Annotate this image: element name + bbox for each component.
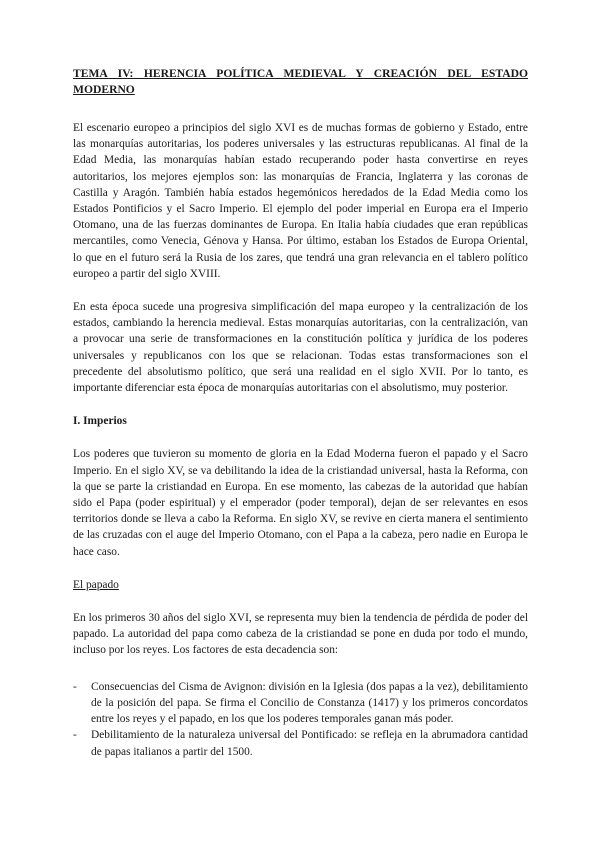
list-item — [73, 679, 528, 728]
document-page — [73, 66, 528, 760]
section-paragraph: Los poderes que tuvieron su momento de gloria en la Edad Moderna fueron el papado y el Sacro Imperio. En el siglo XV, se va debilitando la idea de la cristiandad universal, hasta la Reforma, con la que se parte la cristiandad en Europa. En ese momento, las cabezas de la autoridad que habían sido el Papa (poder espiritual) y el emperador (poder temporal), dejan de ser relevantes en esos territorios donde se lleva a cabo la Reforma. En siglo XV, se revive en cierta manera el sentimiento de las cruzadas con el auge del Imperio Otomano, con el Papa a la cabeza, pero nadie en Europa le hace caso. — [73, 448, 528, 558]
list-item-text: Debilitamiento de la naturaleza universal del Pontificado: se refleja en la abrumadora cantidad de papas italianos a partir del 1500. — [91, 729, 528, 758]
document-title: TEMA IV: HERENCIA POLÍTICA MEDIEVAL Y CREACIÓN DEL ESTADO MODERNO — [73, 67, 528, 96]
intro-paragraph: El escenario europeo a principios del siglo XVI es de muchas formas de gobierno y Estado, entre las monarquías autoritarias, los poderes universales y las estructuras republicanas. Al final de la Edad Media, las monarquías habían estado recuperando poder hasta convertirse en reyes autoritarios, los mejores ejemplos son: las monarquías de Francia, Inglaterra y las coronas de Castilla y Aragón. También había estados hegemónicos heredados de la Edad Media como los Estados Pontificios y el Sacro Imperio. El ejemplo del poder imperial en Europa era el Imperio Otomano, una de las fuerzas dominantes de Europa. En Italia había ciudades que eran repúblicas mercantiles, como Venecia, Génova y Hansa. Por último, estaban los Estados de Europa Oriental, lo que en el futuro será la Rusia de los zares, que tendrá una gran relevancia en el tablero político europeo a partir del siglo XVIII. — [73, 122, 528, 280]
intro-paragraph: En esta época sucede una progresiva simplificación del mapa europeo y la centralización de los estados, cambiando la herencia medieval. Estas monarquías autoritarias, con la centralización, van a provocar una serie de transformaciones en la constitución política y jurídica de los poderes universales y republicanos con los que se relacionan. Todas estas transformaciones son el precedente del absolutismo político, que será una realidad en el siglo XVII. Por lo tanto, es importante diferenciar esta época de monarquías autoritarias con el absolutismo, muy posterior. — [73, 301, 528, 395]
bullet-dash: - — [73, 680, 77, 693]
list-item — [73, 727, 528, 759]
list-item-text: Consecuencias del Cisma de Avignon: división en la Iglesia (dos papas a la vez), debilitamiento de la posición del papa. Se firma el Concilio de Constanza (1417) y los primeros concordatos entre los reyes y el papado, en los que los poderes temporales ganan más poder. — [91, 680, 528, 726]
subsection-heading: El papado — [73, 578, 119, 591]
section-heading: I. Imperios — [73, 415, 127, 428]
bullet-dash: - — [73, 729, 77, 742]
subsection-paragraph: En los primeros 30 años del siglo XVI, se representa muy bien la tendencia de pérdida de poder del papado. La autoridad del papa como cabeza de la cristiandad se pone en duda por todo el mundo, incluso por los reyes. Los factores de esta decadencia son: — [73, 612, 528, 657]
factors-list — [73, 679, 528, 760]
